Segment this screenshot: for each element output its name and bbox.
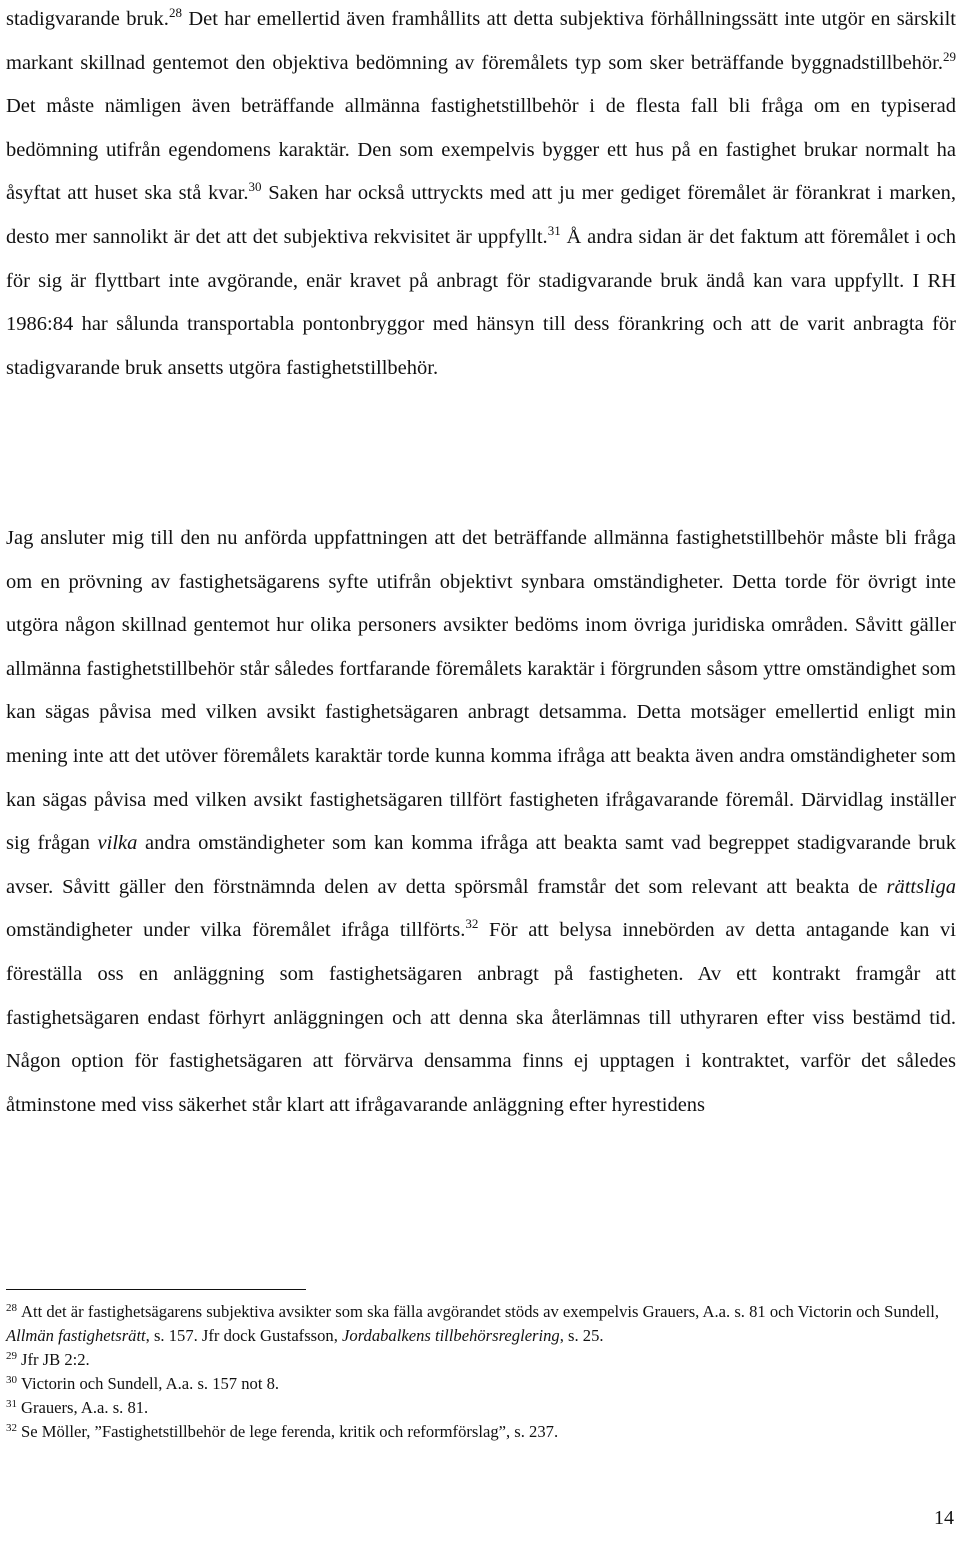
text-run: andra omständigheter som kan komma ifråga att beakta samt vad begreppet stadigvarande bruk avser. Såvitt gäller den förstnämnda delen av detta spörsmål framstår det som relevant att beakta de bbox=[6, 832, 956, 898]
footnote-emphasis: Jordabalkens tillbehörsreglering bbox=[342, 1326, 560, 1345]
footnote-text: , s. 25. bbox=[559, 1326, 604, 1345]
footnote-text: Grauers, A.a. s. 81. bbox=[21, 1398, 149, 1417]
footnote-separator bbox=[6, 1289, 306, 1290]
footnote-text: , s. 157. Jfr dock Gustafsson, bbox=[145, 1326, 343, 1345]
text-run: stadigvarande bruk. bbox=[6, 8, 169, 30]
footnote-32 bbox=[6, 1420, 956, 1444]
footnote-ref-28[interactable]: 28 bbox=[168, 5, 182, 20]
text-run: Jag ansluter mig till den nu anförda uppfattningen att det beträffande allmänna fastighetstillbehör måste bli fråga om en prövning av fastighetsägarens syfte utifrån objektivt synbara omständigheter. Detta torde för övrigt inte utgöra någon skillnad gentemot hur olika personers avsikter bedöms inom övriga juridiska områden. Såvitt gäller allmänna fastighetstillbehör står således fortfarande föremålets karaktär i förgrunden såsom yttre omständighet som kan sägas påvisa med vilken avsikt fastighetsägaren anbragt detsamma. Detta motsäger emellertid enligt min mening inte att det utöver föremålets karaktär torde kunna komma ifråga att beakta även andra omständigheter som kan sägas påvisa med vilken avsikt fastighetsägaren tillfört fastigheten ifrågavarande föremål. Därvidlag inställer sig frågan bbox=[6, 527, 956, 855]
footnote-text: Att det är fastighetsägarens subjektiva avsikter som ska fälla avgörandet stöds av exempelvis Grauers, A.a. s. 81 och Victorin och Sundell, bbox=[21, 1302, 940, 1321]
footnote-31 bbox=[6, 1396, 956, 1420]
footnote-number: 31 bbox=[6, 1398, 17, 1410]
footnote-text: Jfr JB 2:2. bbox=[21, 1350, 90, 1369]
body-paragraph-1 bbox=[6, 0, 956, 390]
text-run: Å andra sidan är det faktum att föremålet i och för sig är flyttbart inte avgörande, enär kravet på anbragt för stadigvarande bruk ändå kan vara uppfyllt. I RH 1986:84 har sålunda transportabla pontonbryggor med hänsyn till dess förankring och att de varit anbragta för stadigvarande bruk ansetts utgöra fastighetstillbehör. bbox=[6, 225, 956, 379]
body-paragraph-2 bbox=[6, 517, 956, 1127]
footnote-number: 30 bbox=[6, 1374, 17, 1386]
text-run: Saken har också uttryckts med att ju mer gediget föremålet är förankrat i marken, desto mer sannolikt är det att det subjektiva rekvisitet är uppfyllt. bbox=[6, 182, 956, 248]
emphasis: vilka bbox=[97, 832, 138, 855]
footnote-ref-32[interactable]: 32 bbox=[465, 916, 479, 932]
footnote-29 bbox=[6, 1348, 956, 1372]
footnote-text: Victorin och Sundell, A.a. s. 157 not 8. bbox=[21, 1374, 280, 1393]
footnote-number: 32 bbox=[6, 1422, 17, 1434]
text-run: Det måste nämligen även beträffande allmänna fastighetstillbehör i de flesta fall bli fråga om en typiserad bedömning utifrån egendomens karaktär. Den som exempelvis bygger ett hus på en fastighet brukar normalt ha åsyftat att huset ska stå kvar. bbox=[6, 95, 956, 205]
footnote-text: Se Möller, ”Fastighetstillbehör de lege ferenda, kritik och reformförslag”, s. 237. bbox=[21, 1422, 559, 1441]
footnote-number: 29 bbox=[6, 1350, 17, 1362]
text-run: För att belysa innebörden av detta antagande kan vi föreställa oss en anläggning som fastighetsägaren anbragt på fastigheten. Av ett kontrakt framgår att fastighetsägaren endast förhyrt anläggningen och att denna ska återlämnas till uthyraren efter viss bestämd tid. Någon option för fastighetsägaren att förvärva densamma finns ej upptagen i kontraktet, varför det således åtminstone med viss säkerhet står klart att ifrågavarande anläggning efter hyrestidens bbox=[6, 919, 956, 1116]
footnote-number: 28 bbox=[6, 1302, 17, 1314]
footnote-28 bbox=[6, 1300, 956, 1348]
footnote-emphasis: Allmän fastighetsrätt bbox=[6, 1326, 146, 1345]
page-number: 14 bbox=[934, 1507, 954, 1529]
footnote-ref-29[interactable]: 29 bbox=[943, 48, 956, 64]
footnote-ref-31[interactable]: 31 bbox=[547, 222, 561, 238]
footnote-ref-30[interactable]: 30 bbox=[248, 179, 262, 195]
footnotes bbox=[6, 1300, 956, 1444]
emphasis: rättsliga bbox=[886, 875, 956, 898]
footnote-30 bbox=[6, 1372, 956, 1396]
text-run: Det har emellertid även framhållits att detta subjektiva förhållningssätt inte utgör en särskilt markant skillnad gentemot den objektiva bedömning av föremålets typ som sker beträffande byggnadstillbehör. bbox=[6, 8, 956, 74]
text-run: omständigheter under vilka föremålet ifråga tillförts. bbox=[6, 919, 466, 942]
